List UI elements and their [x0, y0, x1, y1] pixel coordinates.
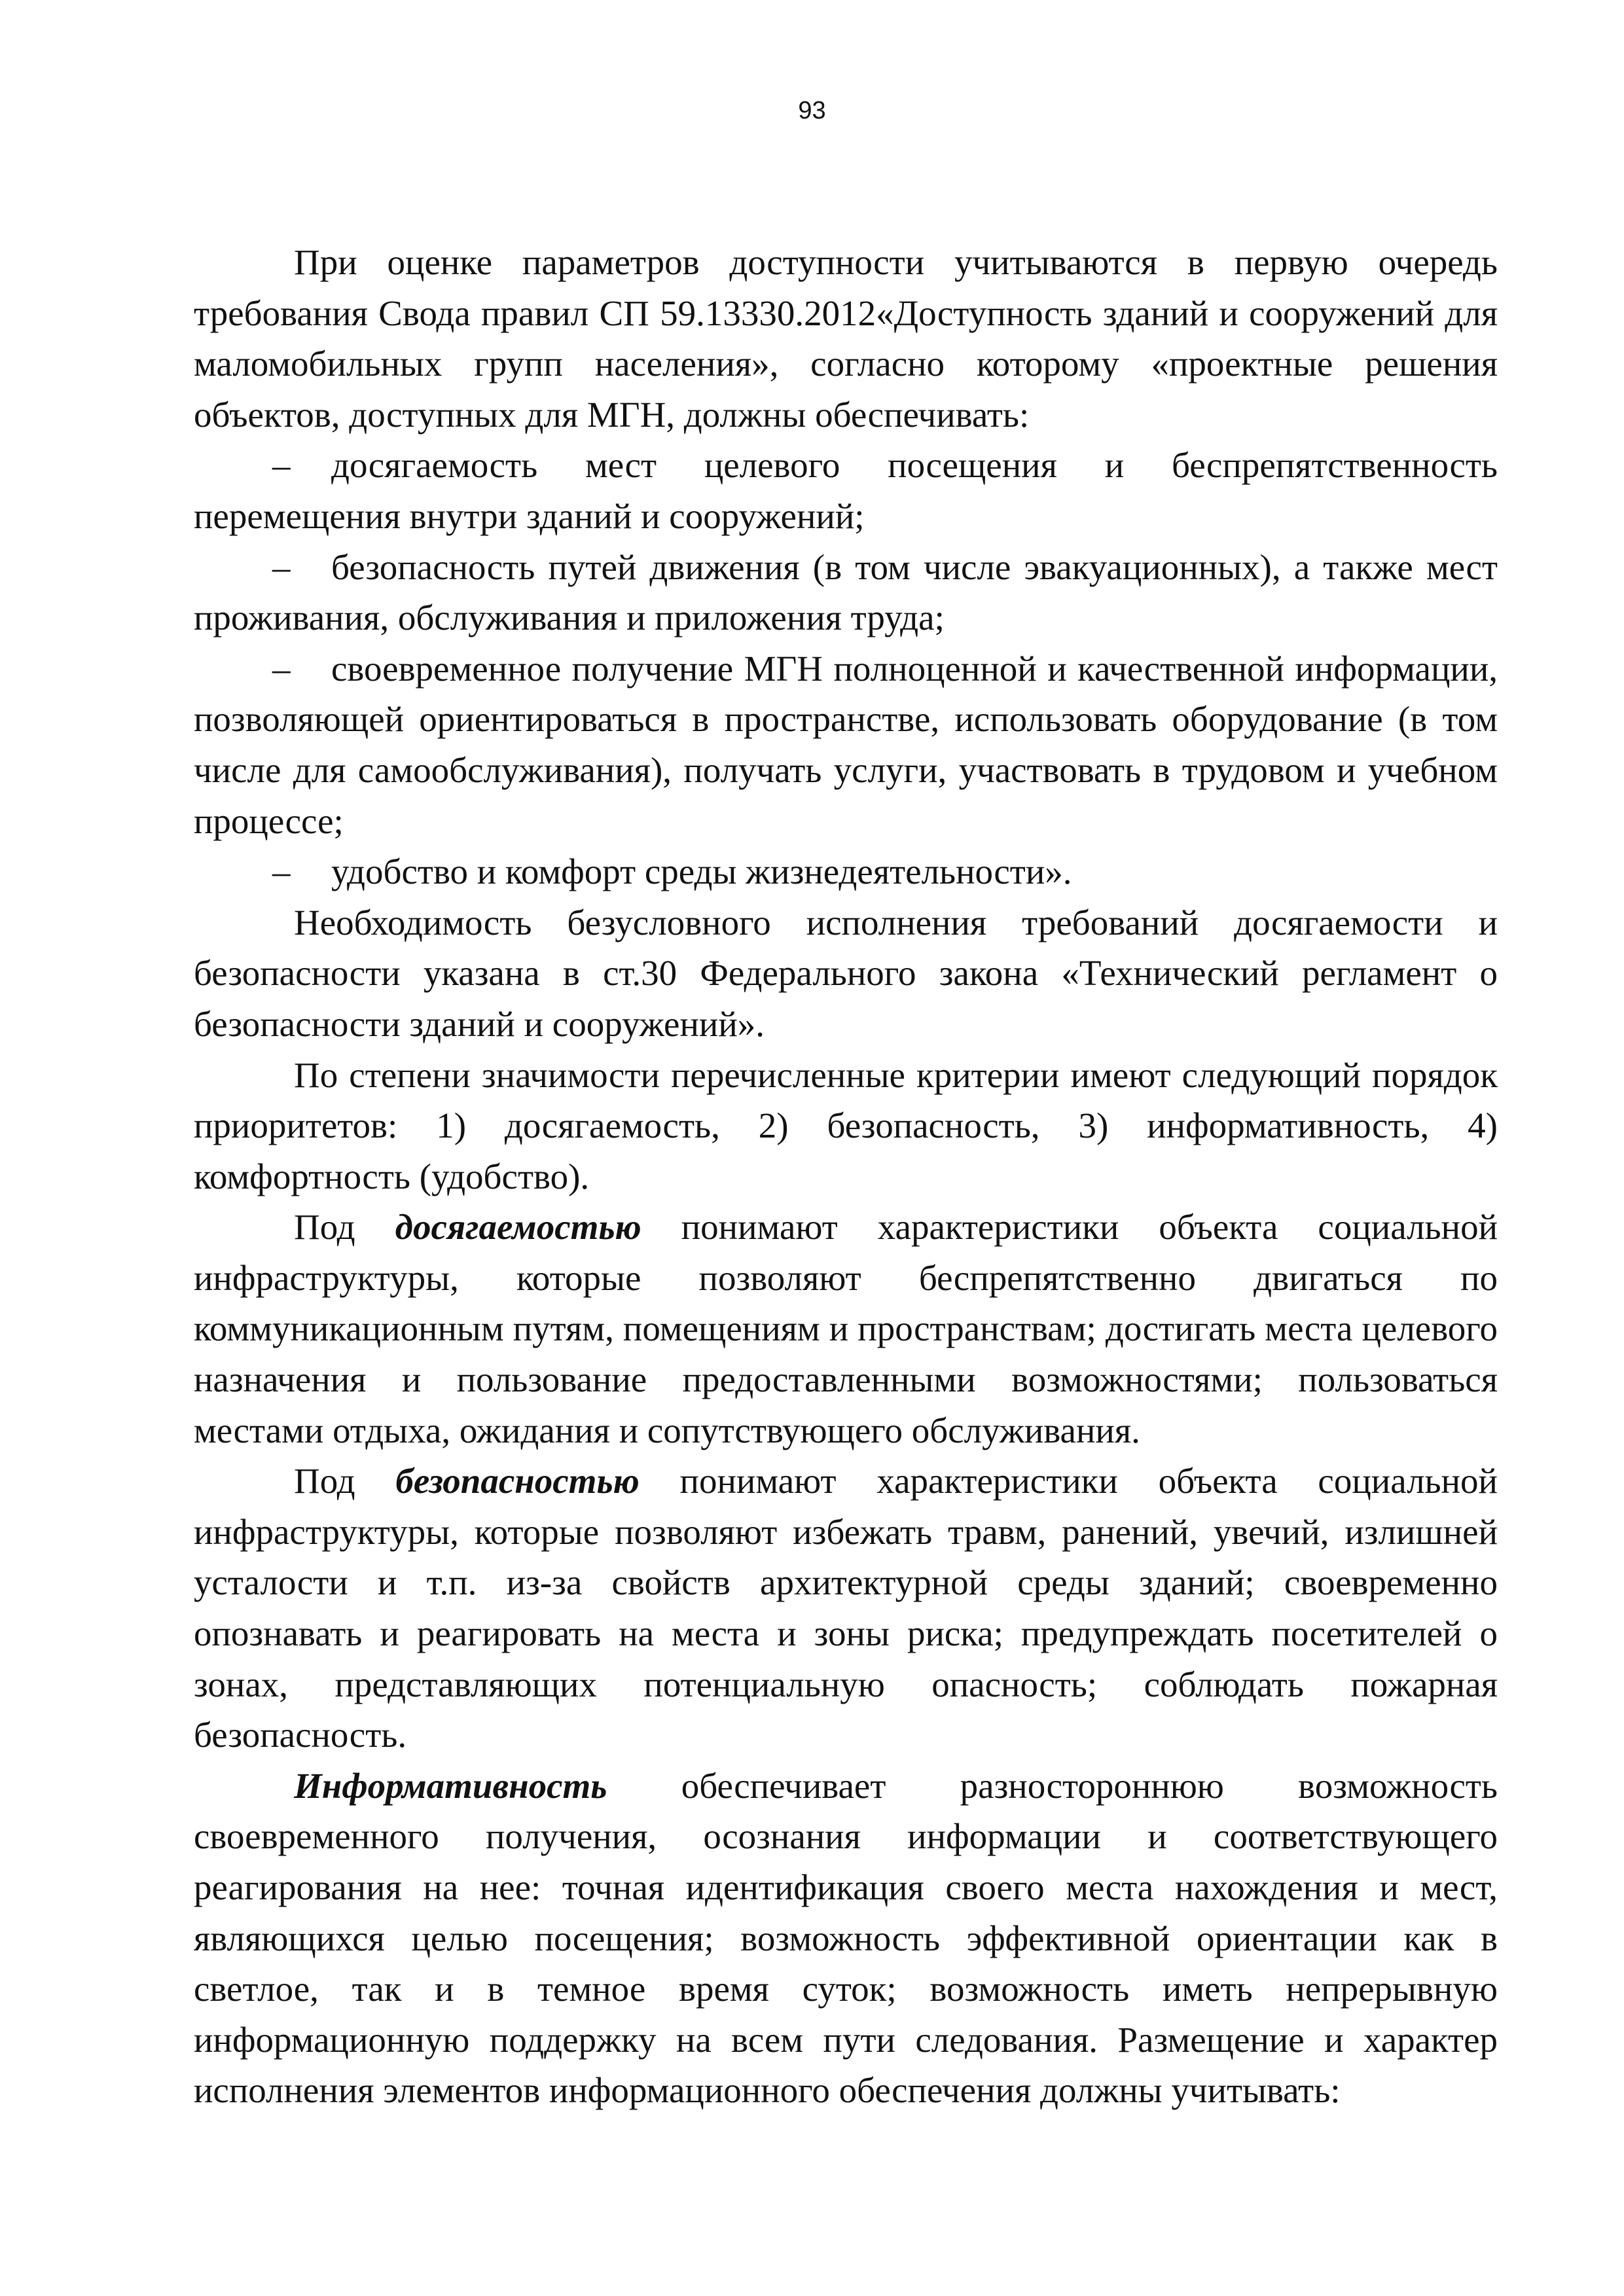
paragraph-rest: понимают характеристики объекта социальной инфраструктуры, которые позволяют избежать травм, ранений, увечий, излишней усталости и т.п. из-за свойств архитектурной среды зданий; своевременно опознавать и реагировать на места и зоны риска; предупреждать посетителей о зонах, представляющих потенциальную опасность; соблюдать пожарная безопасность.: [194, 1461, 1498, 1755]
list-item: [194, 643, 1498, 846]
list-item-text: удобство и комфорт среды жизнедеятельности».: [331, 852, 1072, 892]
list-item: [194, 440, 1498, 541]
term-safety: безопасностью: [395, 1461, 640, 1501]
paragraph-informativeness: [194, 1761, 1498, 2116]
list-item-text: своевременное получение МГН полноценной и качественной информации, позволяющей ориентироваться в пространстве, использовать оборудование (в том числе для самообслуживания), получать услуги, участвовать в трудовом и учебном процессе;: [194, 648, 1498, 841]
paragraph-priorities: По степени значимости перечисленные критерии имеют следующий порядок приоритетов: 1) досягаемость, 2) безопасность, 3) информативность, 4) комфортность (удобство).: [194, 1054, 1498, 1196]
paragraph-lead: Под: [294, 1207, 395, 1247]
paragraph-reachability: [194, 1202, 1498, 1456]
dash-bullet: –: [272, 547, 291, 587]
paragraph-lead: Под: [294, 1461, 396, 1501]
document-body: [194, 237, 1498, 2116]
list-item: [194, 542, 1498, 643]
paragraph-law-reference: Необходимость безусловного исполнения требований досягаемости и безопасности указана в ст.30 Федерального закона «Технический регламент о безопасности зданий и сооружений».: [194, 902, 1498, 1044]
list-item: [194, 846, 1498, 897]
paragraph-intro: При оценке параметров доступности учитываются в первую очередь требования Свода правил СП 59.13330.2012«Доступность зданий и сооружений для маломобильных групп населения», согласно которому «проектные решения объектов, доступных для МГН, должны обеспечивать:: [194, 242, 1498, 435]
list-item-text: безопасность путей движения (в том числе эвакуационных), а также мест проживания, обслуживания и приложения труда;: [194, 547, 1498, 638]
paragraph-safety: [194, 1456, 1498, 1761]
paragraph-rest: понимают характеристики объекта социальной инфраструктуры, которые позволяют беспрепятственно двигаться по коммуникационным путям, помещениям и пространствам; достигать места целевого назначения и пользование предоставленными возможностями; пользоваться местами отдыха, ожидания и сопутствующего обслуживания.: [194, 1207, 1498, 1450]
term-reachability: досягаемостью: [395, 1207, 641, 1247]
dash-bullet: –: [272, 648, 291, 689]
paragraph-rest: обеспечивает разностороннюю возможность своевременного получения, осознания информации и соответствующего реагирования на нее: точная идентификация своего места нахождения и мест, являющихся целью посещения; возможность эффективной ориентации как в светлое, так и в темное время суток; возможность иметь непрерывную информационную поддержку на всем пути следования. Размещение и характер исполнения элементов информационного обеспечения должны учитывать:: [194, 1765, 1498, 2111]
dash-bullet: –: [272, 445, 291, 486]
dash-bullet: –: [272, 852, 291, 892]
list-item-text: досягаемость мест целевого посещения и беспрепятственность перемещения внутри зданий и сооружений;: [194, 445, 1498, 536]
term-informativeness: Информативность: [294, 1765, 607, 1806]
page-number: 93: [798, 97, 826, 124]
